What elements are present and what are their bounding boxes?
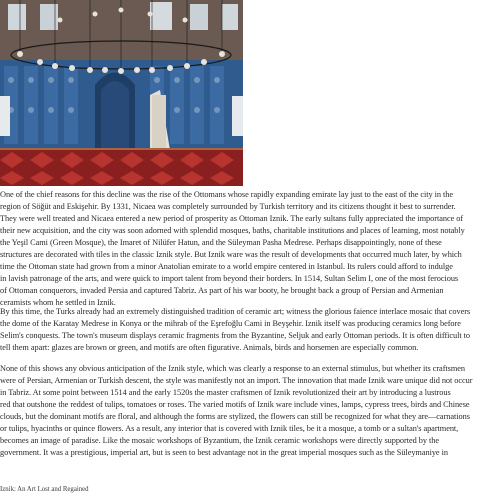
text-line: in lavish patronage of the arts, and were quick to import talent from beyond their borders. In 1514, Sultan Selim I, one of the most ferocious (0, 274, 459, 283)
text-line: red that outshone the reddest of tulips, tomatoes or roses. The varied motifs of Iznik ware include vines, lamps, cypress trees, birds and Chinese (0, 400, 470, 409)
running-footer-title: Iznik: An Art Lost and Regained (0, 486, 89, 493)
text-line: becomes an image of paradise. Like the mosaic workshops of Byzantium, the Iznik ceramic workshops were directly supported by the (0, 436, 439, 445)
body-paragraph-2 (0, 306, 500, 354)
text-line: By this time, the Turks already had an extremely distinguished tradition of ceramic art; witness the glorious faience interlace mosaic that covers (0, 307, 471, 316)
body-paragraph-1 (0, 189, 500, 309)
body-paragraph-3 (0, 363, 500, 459)
text-line: clouds, but the dominant motifs are floral, and although the forms are stylized, the flowers can still be recognized for what they are—carnations (0, 412, 470, 421)
text-line: They were well treated and Nicaea entered a new period of prosperity as Ottoman Iznik. The early sultans fully appreciated the importance of (0, 214, 464, 223)
text-line: the Yeşil Cami (Green Mosque), the Imaret of Nilüfer Hatun, and the Süleyman Pasha Medrese. Perhaps disappointingly, none of these (0, 238, 442, 247)
text-line: were of Persian, Armenian or Turkish descent, the style was manifestly not an import. The innovation that made Iznik ware unique did not occur (0, 376, 473, 385)
text-line: None of this shows any obvious anticipation of the Iznik style, which was clearly a response to an external stimulus, but whether its craftsmen (0, 364, 465, 373)
text-line: region of Söğüt and Eskişehir. By 1331, Nicaea was completely surrounded by Turkish territory and its citizens thought it best to surrender. (0, 202, 456, 211)
text-line: One of the chief reasons for this decline was the rise of the Ottomans whose rapidly expanding emirate lay just to the east of the city in the (0, 190, 454, 199)
text-line: in Tabriz. At some point between 1514 and the early 1520s the master craftsmen of Iznik revolutionized their art by introducing a lustrous (0, 388, 451, 397)
mosque-interior-photo (0, 0, 243, 186)
text-line: Selim's conquests. The town's museum displays ceramic fragments from the Byzantine, Seljuk and early Ottoman periods. It is often difficult to (0, 331, 471, 340)
text-line: their new acquisition, and the city was soon adorned with splendid mosques, baths, charitable institutions and places of learning, most notably (0, 226, 465, 235)
text-line: tell them apart: glazes are brown or green, and motifs are often figurative. Animals, birds and horsemen are especially common. (0, 343, 419, 352)
text-line: the dome of the Karatay Medrese in Konya or the mihrab of the Eşrefoğlu Cami in Beyşehir. Iznik itself was producing ceramics long before (0, 319, 461, 328)
text-line: of Ottoman conquerors, invaded Persia and captured Tabriz. As part of his war booty, he brought back a group of Persian and Armenian (0, 286, 444, 295)
text-line: time the Ottoman state had grown from a minor Anatolian emirate to a world empire centered in Istanbul. Its rulers could afford to indulge (0, 262, 453, 271)
text-line: government. It was a prestigious, imperial art, but is seen to best advantage not in the great imperial mosques such as the Süleymaniye in (0, 448, 448, 457)
mosque-interior-illustration (0, 0, 243, 186)
text-line: or tulips, hyacinths or quince flowers. As a result, any interior that is covered with Iznik tiles, be it a mosque, a tomb or a sultan's apartment, (0, 424, 459, 433)
text-line: structures are decorated with tiles in the classic Iznik style. But Iznik ware was the result of developments that occurred much later, by which (0, 250, 462, 259)
text-line: ceramists whom he settled in Iznik. (0, 298, 116, 307)
